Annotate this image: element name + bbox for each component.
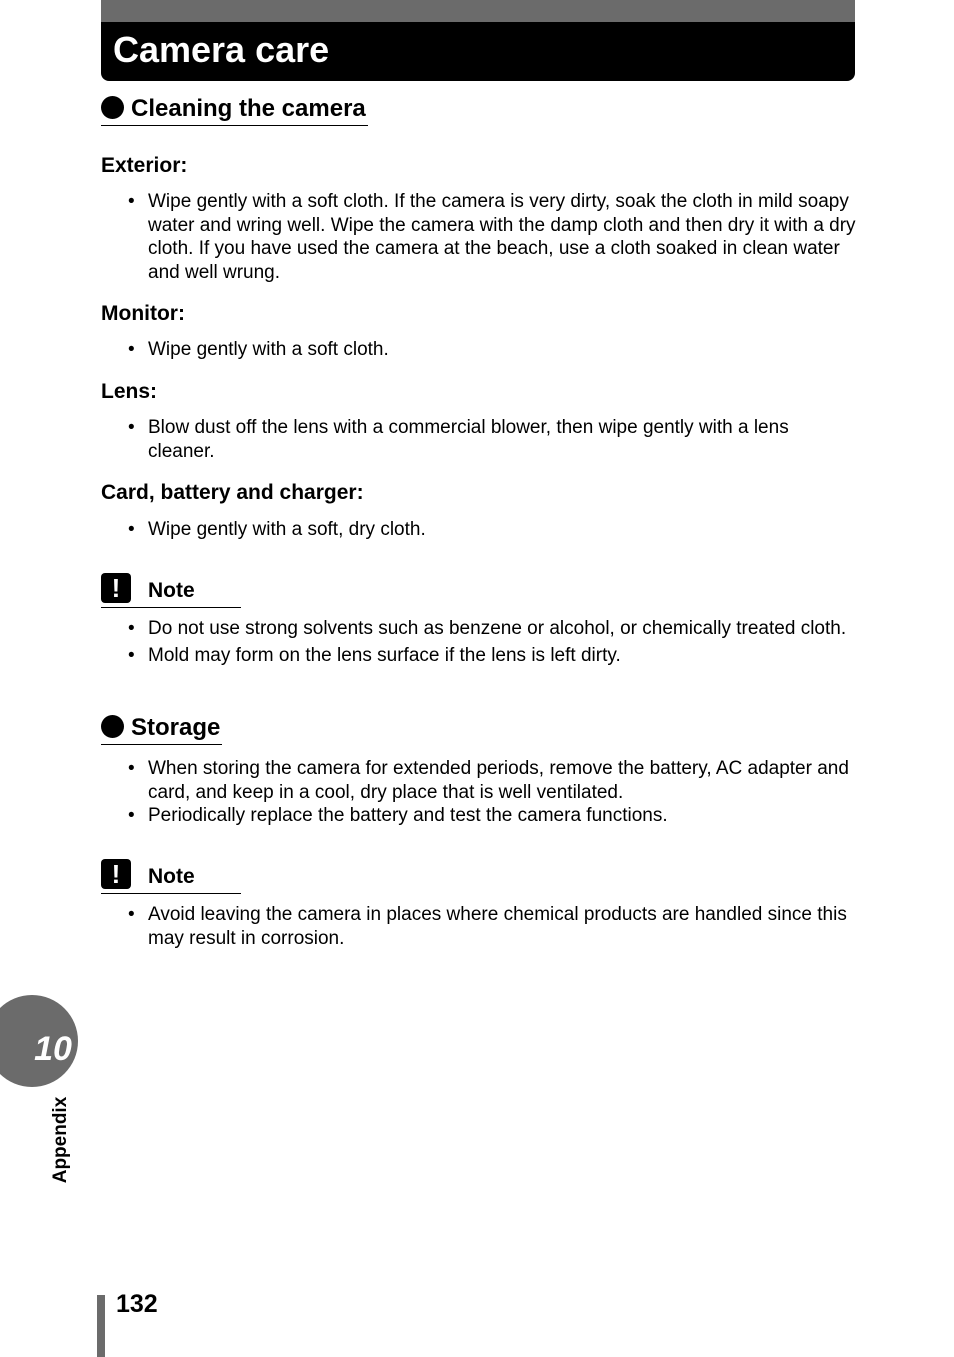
lens-list: [128, 416, 858, 463]
section-heading-text: Cleaning the camera: [131, 95, 366, 122]
section-heading-text: Storage: [131, 714, 221, 741]
note-list-storage: [128, 903, 858, 950]
subheading-card-battery-charger: Card, battery and charger:: [101, 481, 364, 504]
list-item: • Wipe gently with a soft cloth.: [128, 338, 858, 362]
page-title: Camera care: [113, 29, 330, 70]
title-bar-top-band: [101, 0, 855, 22]
storage-list: [128, 757, 858, 828]
list-item: • When storing the camera for extended periods, remove the battery, AC adapter and card, and keep in a cool, dry place that is well ventilated.: [128, 757, 858, 804]
title-bar: [101, 0, 855, 81]
monitor-list: [128, 338, 858, 362]
list-item: • Wipe gently with a soft, dry cloth.: [128, 518, 858, 542]
note-label: Note: [148, 579, 195, 602]
card-list: [128, 518, 858, 542]
subheading-monitor: Monitor:: [101, 302, 185, 325]
subheading-lens: Lens:: [101, 380, 158, 403]
bullet-circle-icon: [101, 96, 124, 119]
section-heading-cleaning: [101, 95, 368, 126]
note-label: Note: [148, 865, 195, 888]
note-list-cleaning: [128, 617, 858, 667]
chapter-label: Appendix: [50, 1096, 71, 1184]
list-item: • Avoid leaving the camera in places where chemical products are handled since this may result in corrosion.: [128, 903, 858, 950]
exclamation-icon: !: [101, 859, 131, 889]
note-heading-cleaning: [101, 573, 241, 608]
list-item: • Periodically replace the battery and test the camera functions.: [128, 804, 858, 828]
list-item: • Do not use strong solvents such as benzene or alcohol, or chemically treated cloth.: [128, 617, 858, 641]
list-item: • Wipe gently with a soft cloth. If the camera is very dirty, soak the cloth in mild soapy water and wring well. Wipe the camera with the damp cloth and then dry it with a dry cloth. If you have used the camera at the beach, use a cloth soaked in clean water and well wrung.: [128, 190, 858, 284]
subheading-exterior: Exterior:: [101, 154, 188, 177]
bullet-circle-icon: [101, 715, 124, 738]
page-number-bar: [97, 1295, 105, 1357]
chapter-number: 10: [34, 1030, 72, 1068]
list-item: • Blow dust off the lens with a commercial blower, then wipe gently with a lens cleaner.: [128, 416, 858, 463]
exclamation-icon: !: [101, 573, 131, 603]
page-number: 132: [116, 1290, 158, 1318]
section-heading-storage: [101, 714, 222, 745]
list-item: • Mold may form on the lens surface if the lens is left dirty.: [128, 644, 858, 668]
note-heading-storage: [101, 859, 241, 894]
exterior-list: [128, 190, 858, 284]
